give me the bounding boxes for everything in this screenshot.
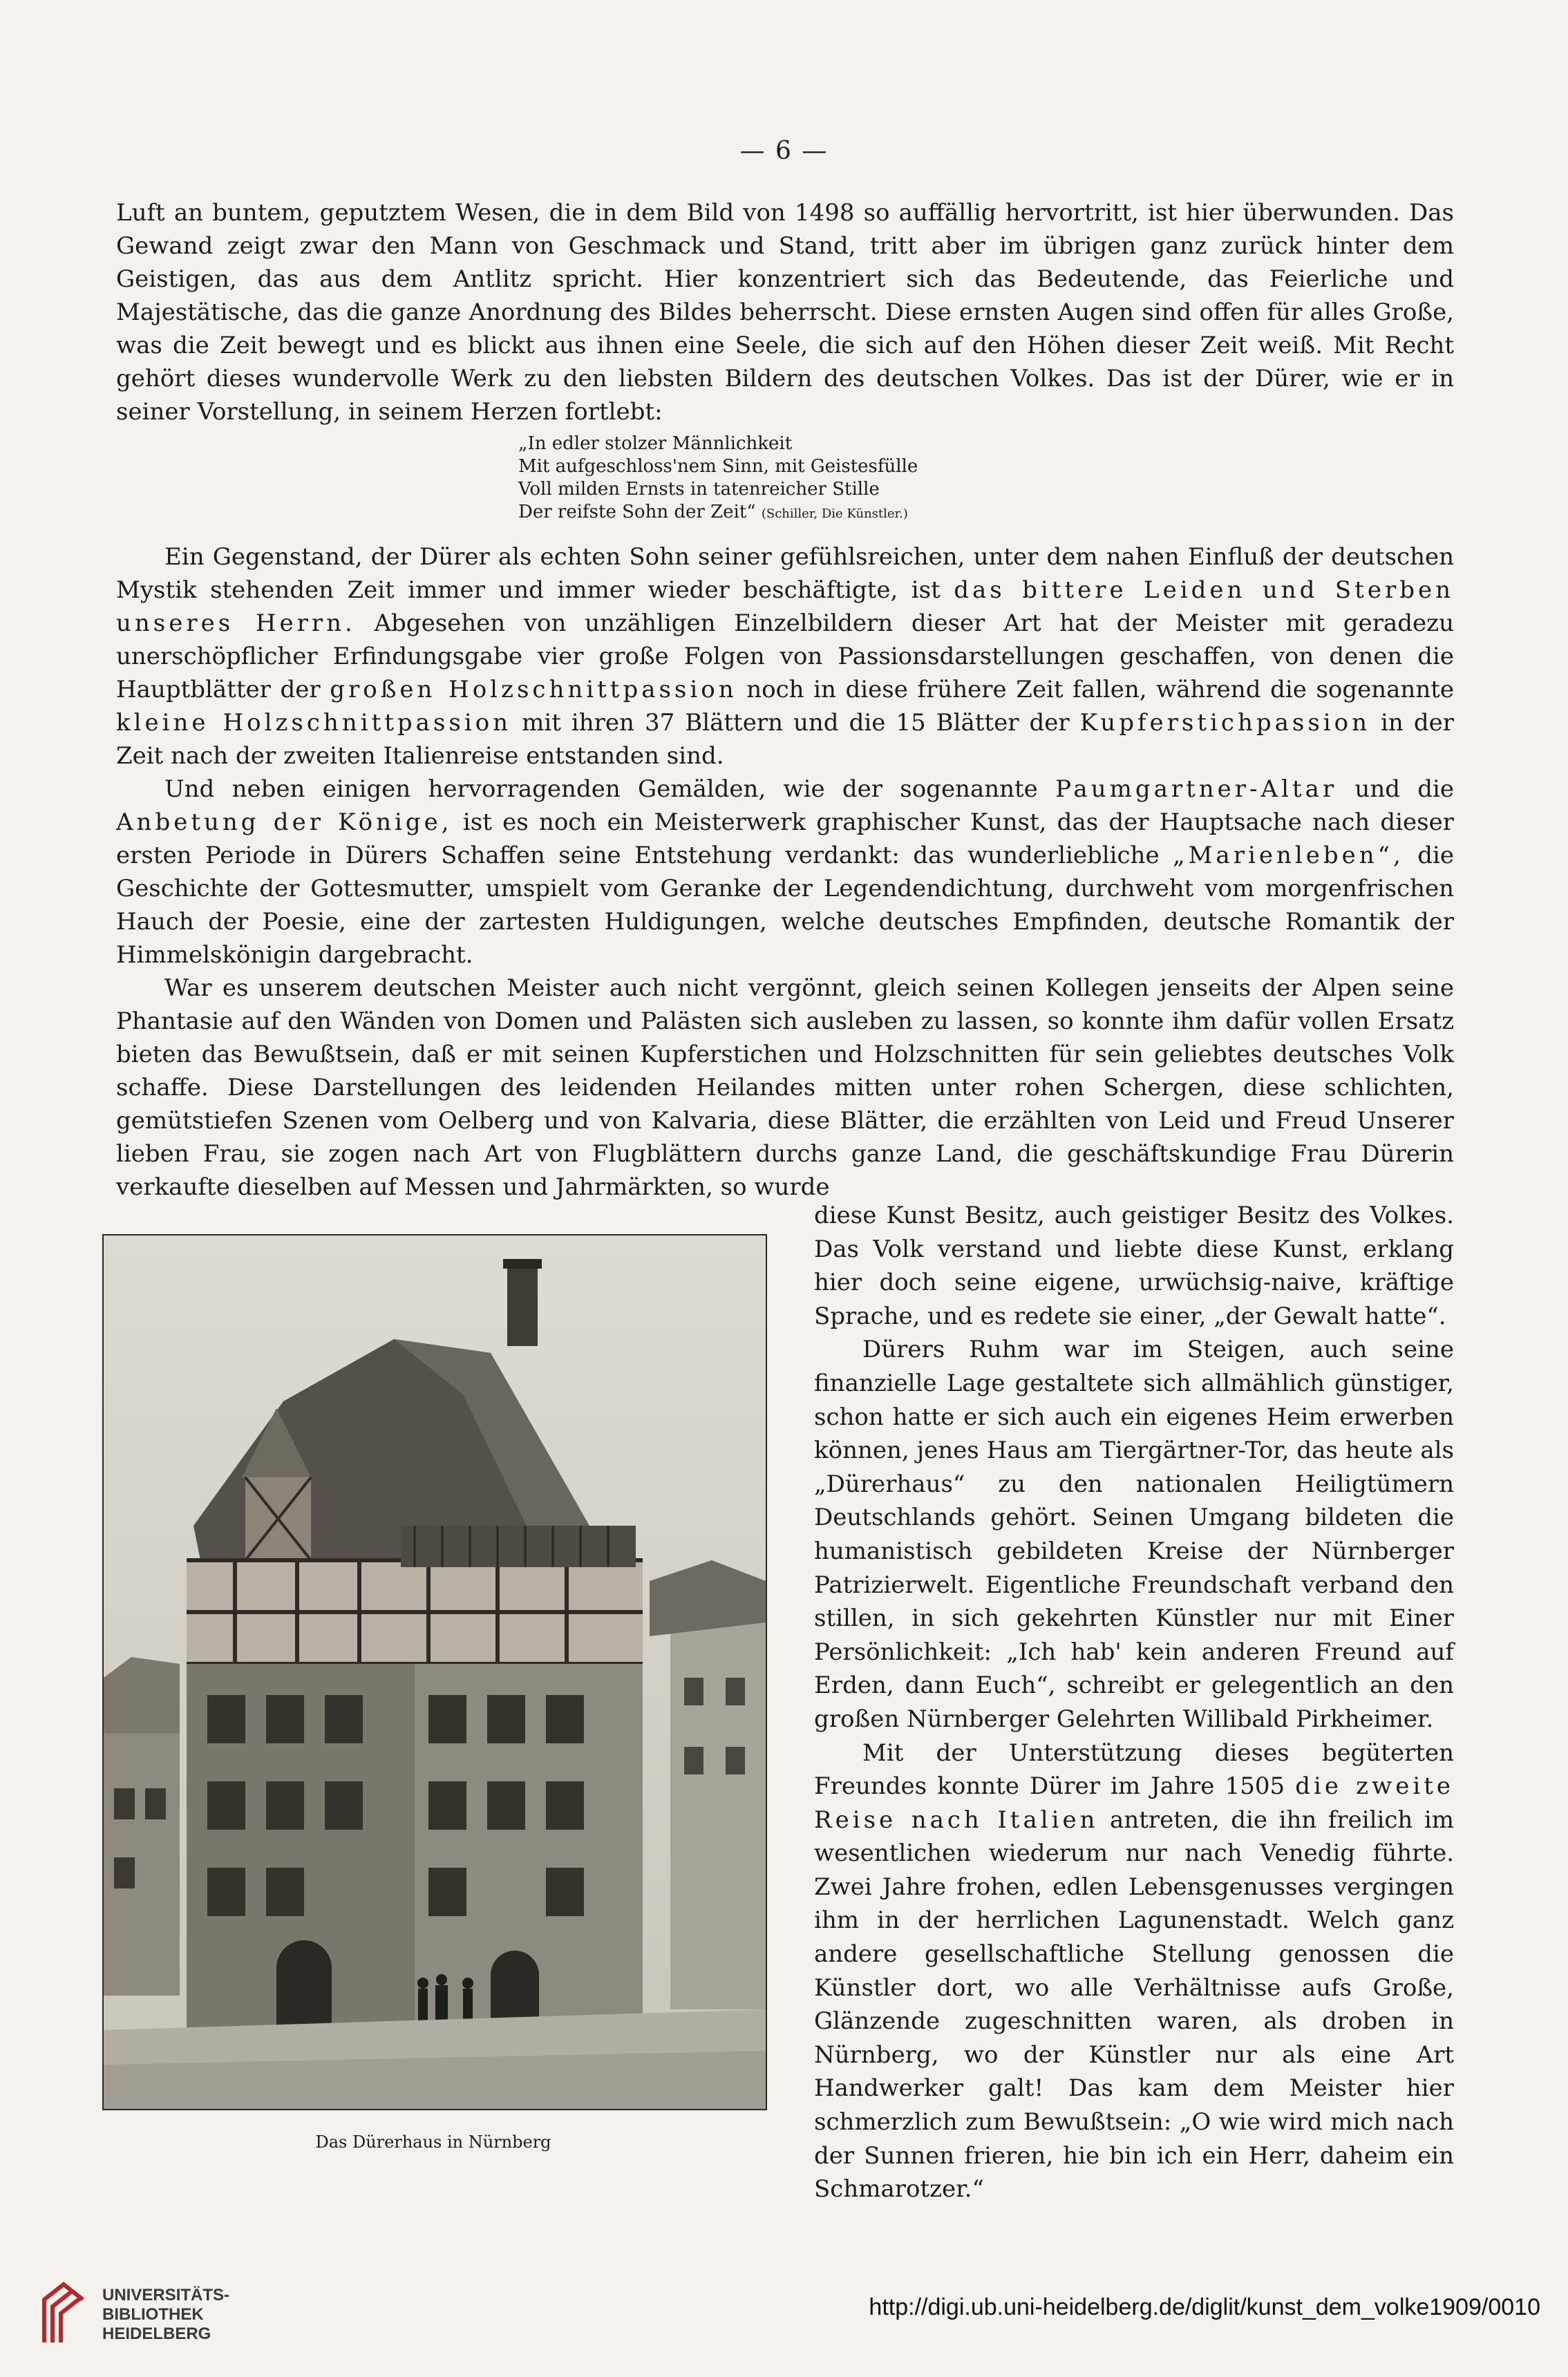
p2-e: noch in diese frühere Zeit fallen, während die sogenannte (737, 676, 1454, 703)
p2-a: Ein Gegenstand, der Dürer als echten Sohn seiner gefühlsreichen, unter dem nahen Einfluß der deutschen Mystik stehenden Zeit immer und immer wieder beschäftigte, ist (116, 543, 1454, 604)
p3-a: Und neben einigen hervorragenden Gemälden, wie der sogenannte (164, 775, 1056, 803)
quote-line-1: „In edler stolzer Männlichkeit (518, 433, 793, 454)
body-column (116, 540, 1454, 1204)
duererhaus-photo-drawing (104, 1235, 766, 2109)
p2-i: in der Zeit nach der zweiten Italienreise entstanden sind. (116, 709, 1454, 770)
p3-emph-anbetung: Anbetung der Könige, (116, 808, 453, 836)
quote-source: (Schiller, Die Künstler.) (761, 506, 908, 521)
library-name-line-3: HEIDELBERG (102, 2324, 211, 2343)
p2-emph-kupferstichpassion: Kupferstichpassion (1079, 709, 1371, 737)
p3-emph-paumgartner: Paumgartner-Altar (1055, 775, 1338, 803)
paragraph-4: War es unserem deutschen Meister auch nicht vergönnt, gleich seinen Kollegen jenseits der Alpen seine Phantasie auf den Wänden von Domen und Palästen sich ausleben zu lassen, so konnte ihm dafür vollen Ersatz bieten das Bewußtsein, daß er mit seinen Kupferstichen und Holzschnitten für sein geliebtes deutsches Volk schaffe. Diese Darstellungen des leidenden Heilandes mitten unter rohen Schergen, diese schlichten, gemütstiefen Szenen vom Oelberg und von Kalvaria, diese Blätter, die erzählten von Leid und Freud Unserer lieben Frau, sie zogen nach Art von Flugblättern durchs ganze Land, die geschäftskundige Frau Dürerin verkaufte dieselben auf Messen und Jahrmärkten, so wurde (116, 974, 1454, 1201)
library-logo-icon (39, 2279, 88, 2348)
paragraph-3 (116, 773, 1454, 972)
library-name-line-1: UNIVERSITÄTS- (102, 2286, 230, 2304)
quote-line-4-wrapper (518, 501, 1209, 525)
p2-emph-kleine-passion: kleine Holzschnittpassion (116, 709, 512, 737)
p2-c: Abgesehen von unzähligen Einzelbildern dieser Art hat der Meister mit geradezu unerschöpflicher Erfindungsgabe vier große Folgen von Passionsdarstellungen geschaffen, von denen die Hauptblätter der (116, 609, 1454, 703)
p2-emph-leiden: das bittere Leiden und Sterben unseres Herrn. (116, 576, 1455, 637)
paragraph-1 (116, 196, 1454, 428)
p2-g: mit ihren 37 Blättern und die 15 Blätter der (511, 709, 1080, 737)
p6-a: Mit der Unterstützung dieses begüterten Freundes konnte Dürer im Jahre 1505 (814, 1739, 1454, 1801)
quote-line-3: Voll milden Ernsts in tatenreicher Stille (518, 479, 880, 500)
page-number: — 6 — (739, 137, 829, 165)
quote-line-2: Mit aufgeschloss'nem Sinn, mit Geistesfülle (518, 456, 918, 477)
paragraph-4-continued: diese Kunst Besitz, auch geistiger Besitz des Volkes. Das Volk verstand und liebte diese Kunst, erklang hier doch seine eigene, urwüchsig-naive, kräftige Sprache, und es redete sie einer, „der Gewalt hatte“. (814, 1202, 1454, 1330)
library-name-line-2: BIBLIOTHEK (102, 2305, 204, 2324)
paragraph-5: Dürers Ruhm war im Steigen, auch seine finanzielle Lage gestaltete sich allmählich günstiger, schon hatte er sich auch ein eigenes Heim erwerben können, jenes Haus am Tiergärtner-Tor, das heute als „Dürerhaus“ zu den nationalen Heiligtümern Deutschlands gehört. Seinen Umgang bildeten die humanistisch gebildeten Kreise der Nürnberger Patrizierwelt. Eigentliche Freundschaft verband den stillen, in sich gekehrten Künstler nur mit Einer Persönlichkeit: „Ich hab' kein anderen Freund auf Erden, dann Euch“, schreibt er gelegentlich an den großen Nürnberger Gelehrten Willibald Pirkheimer. (814, 1336, 1454, 1733)
paragraph-2 (116, 540, 1454, 773)
library-name (102, 2286, 229, 2344)
duererhaus-photo (102, 1234, 767, 2110)
p2-emph-grosse-passion: großen Holzschnittpassion (330, 676, 737, 703)
source-url-link[interactable]: http://digi.ub.uni-heidelberg.de/diglit/kunst_dem_volke1909/0010 (869, 2294, 1540, 2320)
quote-line-4: Der reifste Sohn der Zeit“ (518, 502, 756, 522)
p3-e: ist es noch ein Meisterwerk graphischer Kunst, das der Hauptsache nach dieser ersten Periode in Dürers Schaffen seine Entstehung verdankt: das wunderliebliche (116, 808, 1454, 869)
schiller-quote (518, 433, 1209, 525)
p3-emph-marienleben: „Marienleben“, (1173, 842, 1404, 869)
p3-g: die Geschichte der Gottesmutter, umspielt vom Geranke der Legendendichtung, durchweht vom morgenfrischen Hauch der Poesie, eine der zartesten Huldigungen, welche deutsches Empfinden, deutsche Romantik der Himmelskönigin dargebracht. (116, 842, 1454, 969)
p6-emph-italienreise: die zweite Reise nach Italien (814, 1772, 1454, 1834)
paragraph-1-text: Luft an buntem, geputztem Wesen, die in dem Bild von 1498 so auffällig hervortritt, ist hier überwunden. Das Gewand zeigt zwar den Mann von Geschmack und Stand, tritt aber im übrigen ganz zurück hinter dem Geistigen, das aus dem Antlitz spricht. Hier konzentriert sich das Bedeutende, das Feierliche und Majestätische, das die ganze Anordnung des Bildes beherrscht. Diese ernsten Augen sind offen für alles Große, was die Zeit bewegt und es blickt aus ihnen eine Seele, die sich auf den Höhen dieser Zeit weiß. Mit Recht gehört dieses wundervolle Werk zu den liebsten Bildern des deutschen Volkes. Das ist der Dürer, wie er in seiner Vorstellung, in seinem Herzen fortlebt: (116, 199, 1454, 426)
paragraph-6 (814, 1736, 1454, 2206)
p6-c: antreten, die ihn freilich im wesentlichen wiederum nur nach Venedig führte. Zwei Jahre frohen, edlen Lebensgenusses vergingen ihm in der herrlichen Lagunenstadt. Welch ganz andere gesellschaftliche Stellung genossen die Künstler dort, wo alle Verhältnisse aufs Große, Glänzende zugeschnitten waren, als droben in Nürnberg, wo der Künstler nur als eine Art Handwerker galt! Das kam dem Meister hier schmerzlich zum Bewußtsein: „O wie wird mich nach der Sunnen frieren, hie bin ich ein Herr, daheim ein Schmarotzer.“ (814, 1806, 1454, 2204)
p3-c: und die (1337, 775, 1455, 803)
university-library-logo[interactable] (39, 2279, 329, 2348)
figure-caption: Das Dürerhaus in Nürnberg (315, 2132, 551, 2152)
wrapped-column (814, 1199, 1454, 2206)
